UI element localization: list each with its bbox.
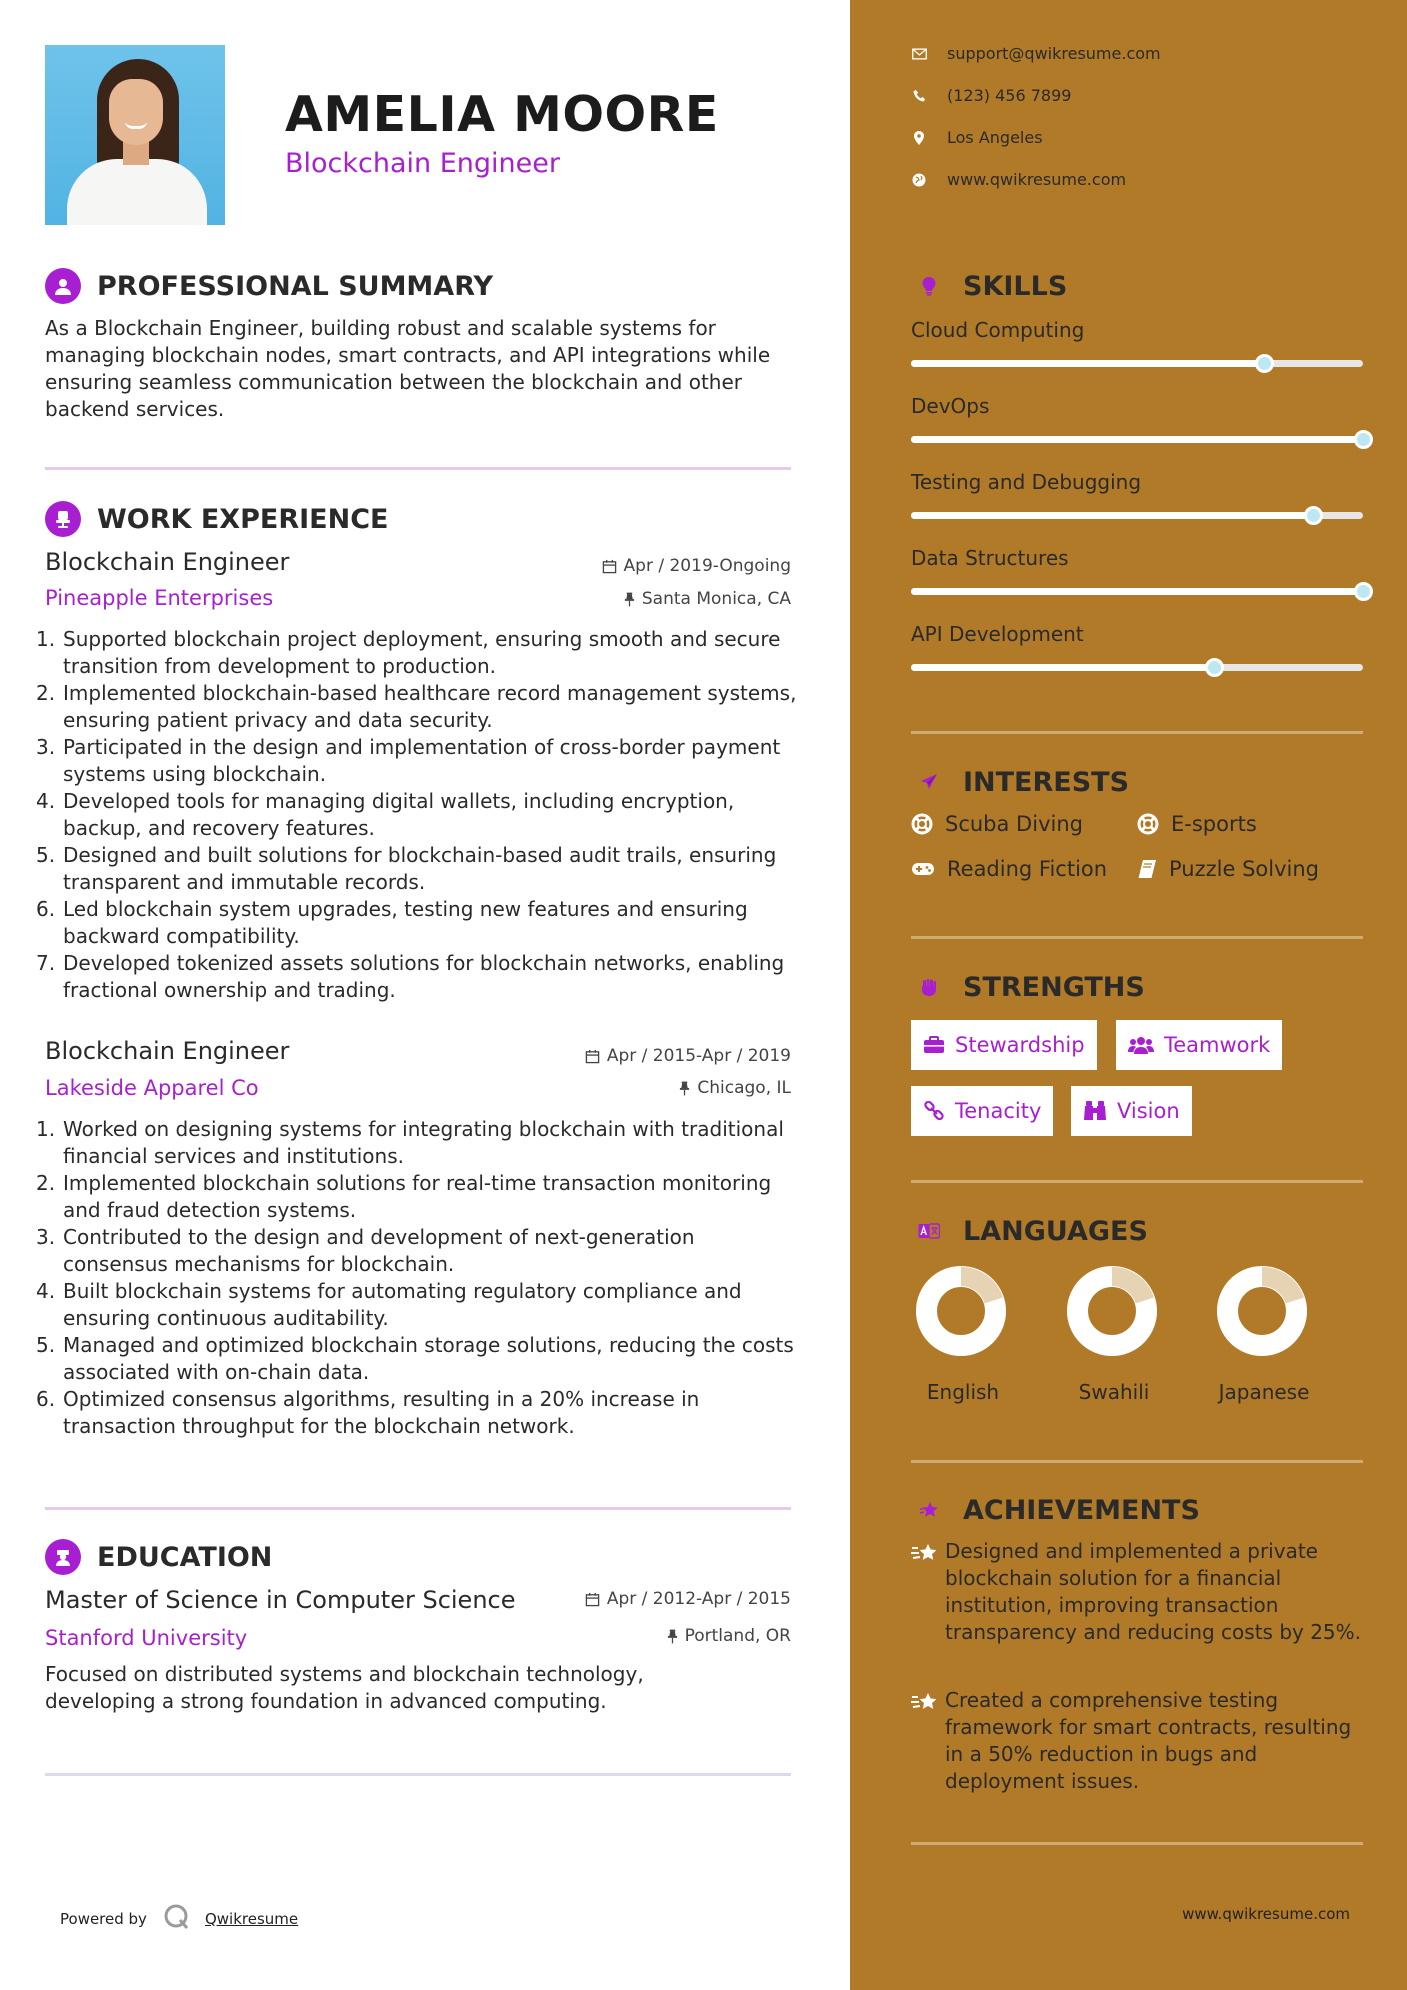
list-item: 3. Contributed to the design and development of next-generation consensus mechanisms for blockchain. [36, 1225, 695, 1276]
office-chair-icon [45, 501, 81, 537]
pushpin-icon [667, 1629, 678, 1644]
strength-chip: Vision [1071, 1086, 1192, 1136]
skill-bar [911, 512, 1363, 519]
qwikresume-logo-icon [163, 1903, 191, 1935]
skills-heading: SKILLS [911, 268, 1067, 304]
list-item: 4. Built blockchain systems for automating regulatory compliance and ensuring continuous auditability. [36, 1279, 742, 1330]
globe-icon [911, 173, 927, 187]
interest-item: Reading Fiction [911, 857, 1107, 881]
skill-label: Data Structures [911, 546, 1069, 570]
gamepad-icon [911, 861, 935, 877]
calendar-icon [585, 1592, 600, 1607]
language-label: English [926, 1380, 1000, 1404]
strength-chip: Stewardship [911, 1020, 1097, 1070]
summary-heading: PROFESSIONAL SUMMARY [45, 268, 493, 304]
skill-bar [911, 588, 1363, 595]
binoculars-icon [1083, 1100, 1107, 1122]
job-title: Blockchain Engineer [45, 1037, 290, 1065]
interest-item: E-sports [1137, 812, 1257, 836]
divider [45, 1507, 791, 1510]
education-school: Stanford University [45, 1626, 248, 1650]
divider [911, 936, 1363, 939]
summary-text: As a Blockchain Engineer, building robust and scalable systems for managing blockchain nodes, smart contracts, and API integrations while ensuring seamless communication between the blockchain and other backend services. [45, 316, 771, 421]
divider [911, 1460, 1363, 1463]
skill-bar [911, 664, 1363, 671]
skill-bar-knob [1205, 658, 1224, 677]
candidate-name: AMELIA MOORE [285, 86, 719, 143]
list-item: 1. Worked on designing systems for integrating blockchain with traditional financial services and institutions. [36, 1117, 784, 1168]
list-item: 7. Developed tokenized assets solutions for blockchain networks, enabling fractional ownership and trading. [36, 951, 785, 1002]
book-icon [1137, 859, 1157, 879]
job-duties-list [36, 626, 805, 1004]
briefcase-icon [923, 1036, 945, 1054]
experience-heading: WORK EXPERIENCE [45, 501, 388, 537]
achievements-heading: ACHIEVEMENTS [911, 1492, 1200, 1528]
footer-website[interactable]: www.qwikresume.com [1182, 1905, 1350, 1923]
divider [911, 1180, 1363, 1183]
candidate-title: Blockchain Engineer [285, 148, 560, 179]
interests-heading: INTERESTS [911, 764, 1129, 800]
education-degree: Master of Science in Computer Science [45, 1586, 516, 1614]
job-location: Chicago, IL [520, 1078, 791, 1098]
education-dates: Apr / 2012-Apr / 2015 [520, 1589, 791, 1609]
strength-chip: Tenacity [911, 1086, 1053, 1136]
strengths-heading: STRENGTHS [911, 969, 1145, 1005]
skill-bar-fill [911, 588, 1363, 595]
life-ring-icon [1137, 813, 1159, 835]
list-item: 2. Implemented blockchain solutions for real-time transaction monitoring and fraud detection systems. [36, 1171, 772, 1222]
skill-label: Cloud Computing [911, 318, 1085, 342]
job-duties-list [36, 1116, 805, 1440]
qwikresume-link[interactable]: Qwikresume [204, 1910, 299, 1928]
language-ring [1216, 1265, 1308, 1357]
language-label: Japanese [1218, 1380, 1310, 1404]
list-item: 1. Supported blockchain project deployment, ensuring smooth and secure transition from development to production. [36, 627, 781, 678]
shooting-star-icon [911, 1687, 945, 1795]
lightbulb-icon [911, 268, 947, 304]
skill-bar-knob [1354, 582, 1373, 601]
paper-plane-icon [911, 764, 947, 800]
skill-bar-fill [911, 360, 1264, 367]
list-item: 4. Developed tools for managing digital wallets, including encryption, backup, and recovery features. [36, 789, 735, 840]
list-item: 6. Optimized consensus algorithms, resulting in a 20% increase in transaction throughput for the blockchain network. [36, 1387, 700, 1438]
translate-icon [911, 1213, 947, 1249]
divider [45, 1773, 791, 1776]
languages-heading: LANGUAGES [911, 1213, 1148, 1249]
job-dates: Apr / 2019-Ongoing [520, 556, 791, 576]
divider [911, 1842, 1363, 1845]
skill-bar-fill [911, 664, 1214, 671]
profile-photo [45, 45, 225, 225]
job-location: Santa Monica, CA [520, 589, 791, 609]
envelope-icon [911, 48, 927, 60]
skill-bar-knob [1255, 354, 1274, 373]
pushpin-icon [679, 1081, 690, 1096]
contact-email[interactable]: support@qwikresume.com [911, 44, 1161, 63]
achievement-item: Created a comprehensive testing framework for smart contracts, resulting in a 50% reduction in bugs and deployment issues. [911, 1687, 1363, 1795]
link-icon [923, 1100, 945, 1122]
strength-chip: Teamwork [1116, 1020, 1282, 1070]
user-icon [45, 268, 81, 304]
contact-location: Los Angeles [911, 128, 1043, 147]
education-text: Focused on distributed systems and blockchain technology, developing a strong foundation in advanced computing. [45, 1662, 644, 1713]
calendar-icon [602, 559, 617, 574]
shooting-star-icon [911, 1538, 945, 1646]
list-item: 2. Implemented blockchain-based healthcare record management systems, ensuring patient privacy and data security. [36, 681, 797, 732]
list-item: 6. Led blockchain system upgrades, testing new features and ensuring backward compatibility. [36, 897, 748, 948]
interest-item: Scuba Diving [911, 812, 1083, 836]
calendar-icon [585, 1049, 600, 1064]
divider [45, 467, 791, 470]
pushpin-icon [624, 592, 635, 607]
education-location: Portland, OR [520, 1626, 791, 1646]
list-item: 5. Designed and built solutions for blockchain-based audit trails, ensuring transparent and immutable records. [36, 843, 777, 894]
phone-icon [911, 89, 927, 102]
life-ring-icon [911, 813, 933, 835]
language-label: Swahili [1078, 1380, 1150, 1404]
education-heading: EDUCATION [45, 1539, 272, 1575]
job-title: Blockchain Engineer [45, 548, 290, 576]
skill-bar-knob [1354, 430, 1373, 449]
language-ring [1066, 1265, 1158, 1357]
users-icon [1128, 1036, 1154, 1054]
list-item: 3. Participated in the design and implementation of cross-border payment systems using blockchain. [36, 735, 781, 786]
fist-icon [911, 969, 947, 1005]
job-company: Pineapple Enterprises [45, 586, 274, 610]
skill-label: Testing and Debugging [911, 470, 1142, 494]
contact-phone[interactable]: (123) 456 7899 [911, 86, 1071, 105]
achievement-item: Designed and implemented a private blockchain solution for a financial institution, improving transaction transparency and reducing costs by 25%. [911, 1538, 1363, 1646]
interest-item: Puzzle Solving [1137, 857, 1319, 881]
skill-label: DevOps [911, 394, 990, 418]
location-pin-icon [911, 131, 927, 145]
skill-bar [911, 436, 1363, 443]
graduate-icon [45, 1539, 81, 1575]
star-badge-icon [911, 1492, 947, 1528]
skill-label: API Development [911, 622, 1084, 646]
footer-powered-by: Powered by Qwikresume [60, 1903, 298, 1935]
job-company: Lakeside Apparel Co [45, 1076, 259, 1100]
skill-bar-fill [911, 512, 1313, 519]
skill-bar [911, 360, 1363, 367]
language-ring [915, 1265, 1007, 1357]
contact-website[interactable]: www.qwikresume.com [911, 170, 1126, 189]
job-dates: Apr / 2015-Apr / 2019 [520, 1046, 791, 1066]
skill-bar-fill [911, 436, 1363, 443]
list-item: 5. Managed and optimized blockchain storage solutions, reducing the costs associated with on-chain data. [36, 1333, 794, 1384]
divider [911, 731, 1363, 734]
